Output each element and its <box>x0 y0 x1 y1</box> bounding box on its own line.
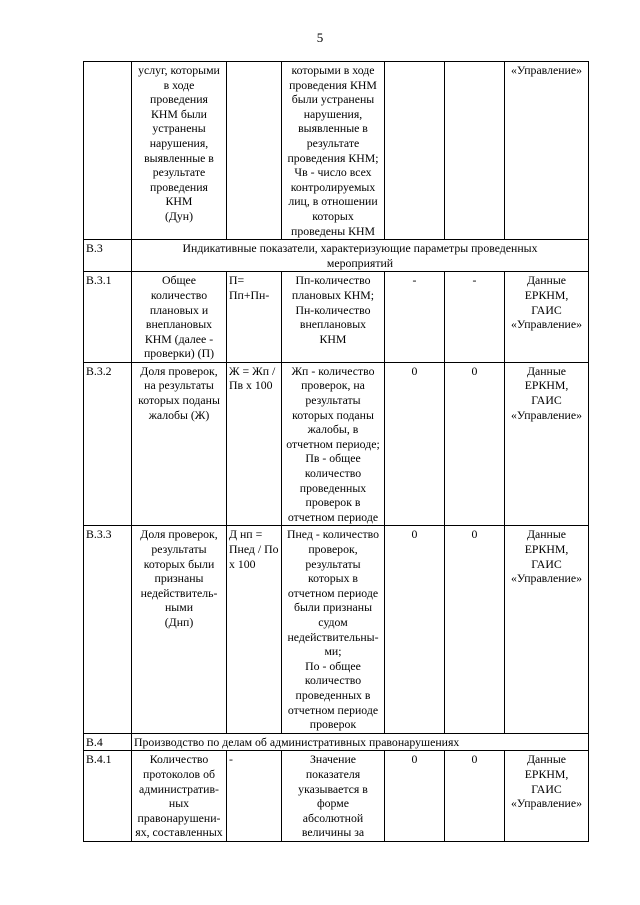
actual-value-cell: 0 <box>445 362 505 526</box>
formula-cell <box>227 62 282 240</box>
indicator-name-cell: услуг, которыми в ходе проведения КНМ были устранены нарушения, выявленные в результате проведения КНМ (Дун) <box>132 62 227 240</box>
formula-cell: П= Пп+Пн- <box>227 272 282 363</box>
section-row <box>84 733 589 751</box>
target-value-cell: - <box>385 272 445 363</box>
formula-cell: Д нп = Пнед / По х 100 <box>227 526 282 733</box>
table-row <box>84 272 589 363</box>
section-row <box>84 240 589 272</box>
table-row <box>84 526 589 733</box>
target-value-cell <box>385 62 445 240</box>
actual-value-cell <box>445 62 505 240</box>
actual-value-cell: - <box>445 272 505 363</box>
section-title-cell: Индикативные показатели, характеризующие параметры проведенных мероприятий <box>132 240 589 272</box>
indicator-name-cell: Количество протоколов об административ- ных правонарушени- ях, составленных <box>132 751 227 842</box>
target-value-cell: 0 <box>385 751 445 842</box>
variables-cell: которыми в ходе проведения КНМ были устранены нарушения, выявленные в результате проведения КНМ; Чв - число всех контролируемых лиц, в отношении которых проведены КНМ <box>282 62 385 240</box>
actual-value-cell: 0 <box>445 751 505 842</box>
row-number-cell: В.3.2 <box>84 362 132 526</box>
target-value-cell: 0 <box>385 526 445 733</box>
indicator-name-cell: Доля проверок, на результаты которых поданы жалобы (Ж) <box>132 362 227 526</box>
data-source-cell: Данные ЕРКНМ, ГАИС «Управление» <box>505 526 589 733</box>
section-number-cell: В.4 <box>84 733 132 751</box>
row-number-cell: В.4.1 <box>84 751 132 842</box>
data-source-cell: Данные ЕРКНМ, ГАИС «Управление» <box>505 362 589 526</box>
data-source-cell: Данные ЕРКНМ, ГАИС «Управление» <box>505 272 589 363</box>
table-row <box>84 362 589 526</box>
data-source-cell: «Управление» <box>505 62 589 240</box>
indicator-name-cell: Общее количество плановых и внеплановых КНМ (далее - проверки) (П) <box>132 272 227 363</box>
variables-cell: Пп-количество плановых КНМ; Пн-количество внеплановых КНМ <box>282 272 385 363</box>
actual-value-cell: 0 <box>445 526 505 733</box>
formula-cell: - <box>227 751 282 842</box>
variables-cell: Жп - количество проверок, на результаты которых поданы жалобы, в отчетном периоде; Пв - общее количество проведенных проверок в отчетном периоде <box>282 362 385 526</box>
variables-cell: Значение показателя указывается в форме абсолютной величины за <box>282 751 385 842</box>
data-source-cell: Данные ЕРКНМ, ГАИС «Управление» <box>505 751 589 842</box>
variables-cell: Пнед - количество проверок, результаты которых в отчетном периоде были признаны судом недействительны- ми; По - общее количество проведенных в отчетном периоде проверок <box>282 526 385 733</box>
section-title-cell: Производство по делам об административных правонарушениях <box>132 733 589 751</box>
row-number-cell: В.3.3 <box>84 526 132 733</box>
indicators-table <box>83 61 589 842</box>
formula-cell: Ж = Жп / Пв х 100 <box>227 362 282 526</box>
indicator-name-cell: Доля проверок, результаты которых были признаны недействитель- ными (Днп) <box>132 526 227 733</box>
table-row <box>84 751 589 842</box>
target-value-cell: 0 <box>385 362 445 526</box>
section-number-cell: В.3 <box>84 240 132 272</box>
page-number: 5 <box>316 30 324 45</box>
row-number-cell: В.3.1 <box>84 272 132 363</box>
row-number-cell <box>84 62 132 240</box>
table-row <box>84 62 589 240</box>
